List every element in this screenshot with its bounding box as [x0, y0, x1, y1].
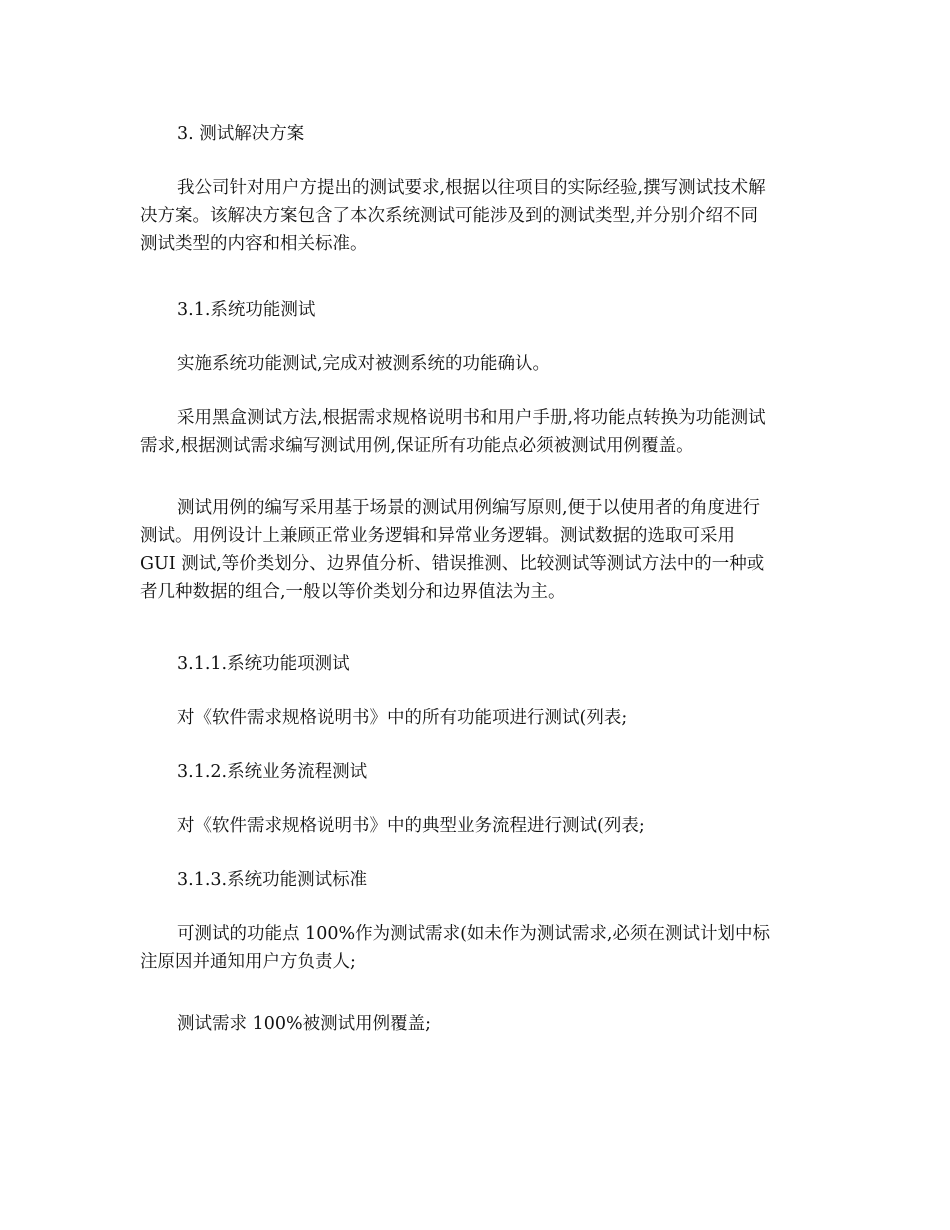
paragraph-line: 者几种数据的组合,一般以等价类划分和边界值法为主。	[140, 582, 566, 602]
paragraph-line: 决方案。该解决方案包含了本次系统测试可能涉及到的测试类型,并分别介绍不同	[140, 206, 759, 226]
paragraph-blackbox	[140, 404, 808, 460]
paragraph-function-confirm: 实施系统功能测试,完成对被测系统的功能确认。	[177, 354, 551, 374]
section-heading-3-1-3: 3.1.3.系统功能测试标准	[177, 870, 368, 890]
paragraph-line: 测试类型的内容和相关标准。	[140, 234, 368, 254]
paragraph-test-cases	[140, 494, 808, 606]
paragraph-line: 采用黑盒测试方法,根据需求规格说明书和用户手册,将功能点转换为功能测试	[177, 408, 766, 428]
paragraph-line: 需求,根据测试需求编写测试用例,保证所有功能点必须被测试用例覆盖。	[140, 436, 694, 456]
paragraph-solution-intro	[140, 174, 808, 258]
paragraph-line: GUI 测试,等价类划分、边界值分析、错误推测、比较测试等测试方法中的一种或	[140, 554, 765, 574]
section-heading-3-1-2: 3.1.2.系统业务流程测试	[177, 762, 368, 782]
section-heading-3: 3. 测试解决方案	[177, 124, 305, 144]
section-heading-3-1: 3.1.系统功能测试	[177, 300, 316, 320]
paragraph-line: 测试用例的编写采用基于场景的测试用例编写原则,便于以使用者的角度进行	[177, 498, 761, 518]
paragraph-line: 注原因并通知用户方负责人;	[140, 952, 356, 972]
paragraph-line: 测试。用例设计上兼顾正常业务逻辑和异常业务逻辑。测试数据的选取可采用	[140, 526, 735, 546]
paragraph-coverage: 测试需求 100%被测试用例覆盖;	[177, 1014, 431, 1034]
paragraph-business-flow: 对《软件需求规格说明书》中的典型业务流程进行测试(列表;	[177, 816, 645, 836]
paragraph-function-items: 对《软件需求规格说明书》中的所有功能项进行测试(列表;	[177, 708, 628, 728]
paragraph-test-standard	[140, 920, 808, 976]
paragraph-line: 可测试的功能点 100%作为测试需求(如未作为测试需求,必须在测试计划中标	[177, 924, 770, 944]
paragraph-line: 我公司针对用户方提出的测试要求,根据以往项目的实际经验,撰写测试技术解	[177, 178, 766, 198]
section-heading-3-1-1: 3.1.1.系统功能项测试	[177, 654, 350, 674]
